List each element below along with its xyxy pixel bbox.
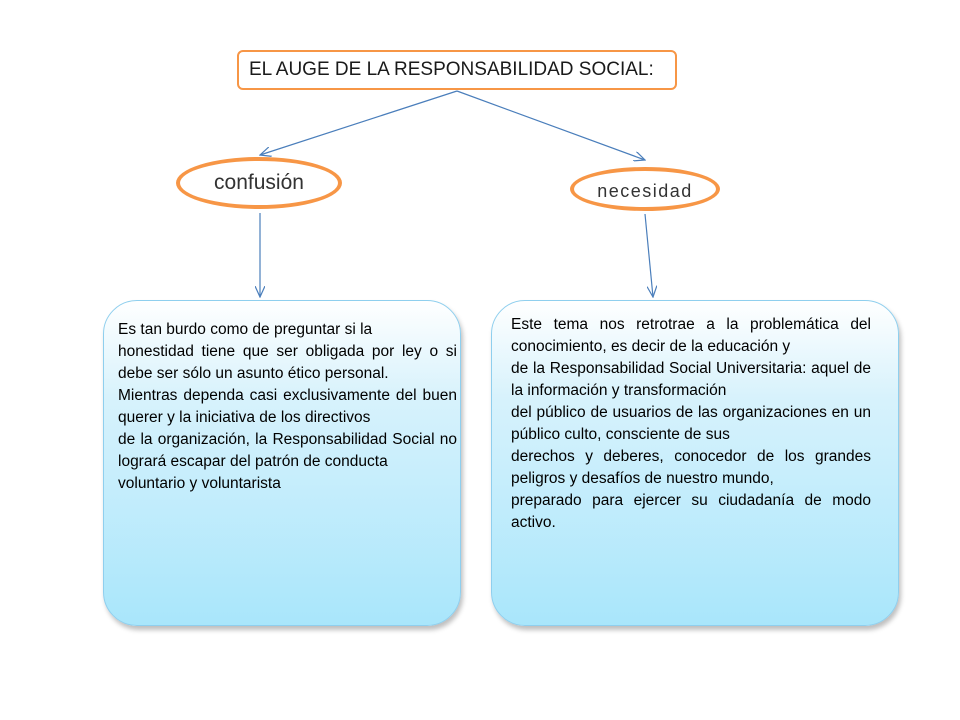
card-line: voluntario y voluntarista bbox=[118, 475, 281, 492]
card-line: honestidad tiene que ser obligada por ley o si debe ser sólo un asunto ético personal. bbox=[118, 343, 457, 382]
node-confusion-label: confusión bbox=[214, 171, 304, 194]
arrow-necesidad-to-card bbox=[645, 214, 653, 297]
card-necesidad bbox=[491, 300, 899, 626]
card-line: Mientras dependa casi exclusivamente del buen querer y la iniciativa de los directivos bbox=[118, 387, 457, 426]
title-text: EL AUGE DE LA RESPONSABILIDAD SOCIAL: bbox=[249, 59, 654, 80]
card-line: de la organización, la Responsabilidad Social no logrará escapar del patrón de conducta bbox=[118, 431, 457, 470]
card-line: del público de usuarios de las organizaciones en un público culto, consciente de sus bbox=[511, 404, 871, 443]
card-line: Es tan burdo como de preguntar si la bbox=[118, 321, 373, 338]
node-necesidad-label: necesidad bbox=[597, 180, 693, 201]
node-confusion bbox=[176, 157, 342, 209]
title-box bbox=[237, 50, 677, 90]
card-line: preparado para ejercer su ciudadanía de modo activo. bbox=[511, 492, 871, 531]
arrow-title-to-confusion bbox=[260, 91, 457, 155]
card-line: de la Responsabilidad Social Universitaria: aquel de la información y transformación bbox=[511, 360, 871, 399]
node-necesidad bbox=[570, 167, 720, 211]
card-line: derechos y deberes, conocedor de los grandes peligros y desafíos de nuestro mundo, bbox=[511, 448, 871, 487]
card-confusion bbox=[103, 300, 461, 626]
card-line: Este tema nos retrotrae a la problemática del conocimiento, es decir de la educación y bbox=[511, 316, 871, 355]
arrow-title-to-necesidad bbox=[457, 91, 645, 160]
